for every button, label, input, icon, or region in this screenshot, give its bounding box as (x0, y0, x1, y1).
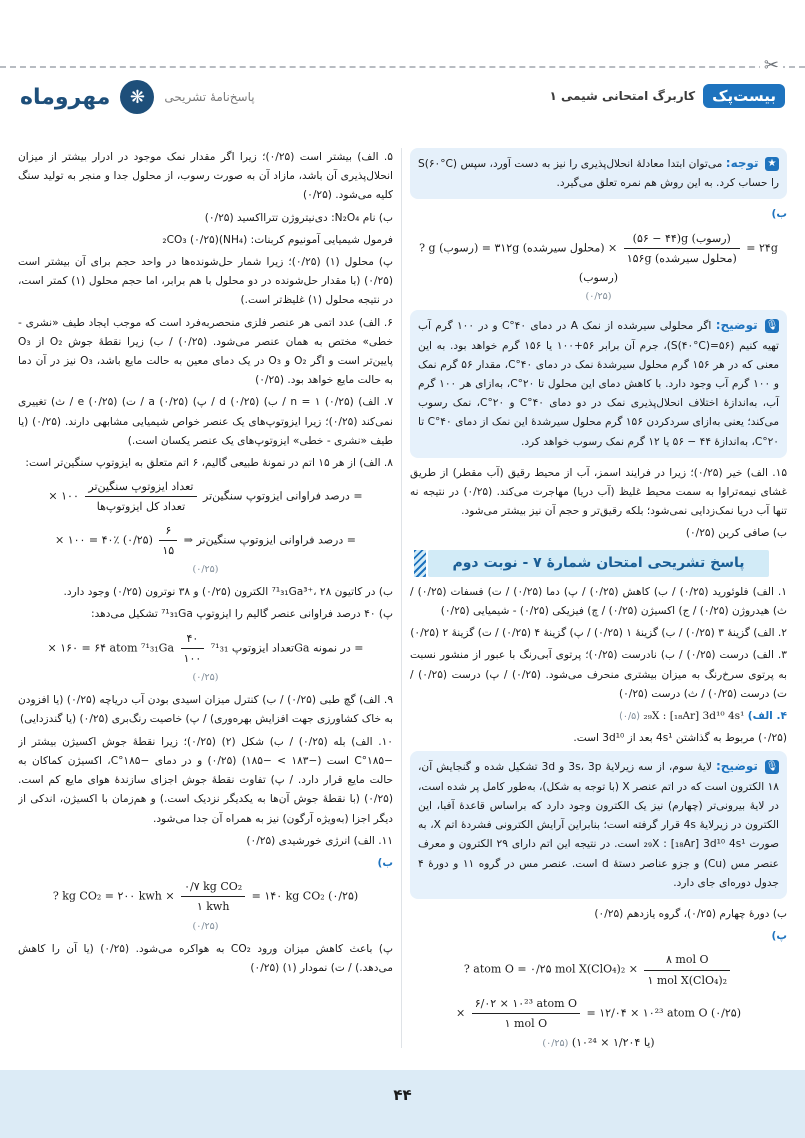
brand-badge: بیست‌پک (703, 84, 785, 108)
fraction (181, 877, 245, 916)
tip-label: توجه: (725, 156, 759, 170)
butterfly-icon: ❋ (120, 80, 154, 114)
formula-result: = ۲۴g (رسوب) (578, 241, 778, 285)
page-footer (0, 1070, 805, 1138)
page-number: ۴۴ (393, 1086, 412, 1104)
explain-box (410, 310, 787, 457)
answer-9: ۹. الف) گچ طبی (۰/۲۵) / ب) کنترل میزان اسیدی بودن آب دریاچه (۰/۲۵) (یا افزودن به خاک کشاورزی جهت افزایش بهره‌وری) / پ) خاصیت رنگ‌بری (۰/۲۵) (یا گندزدایی) (18, 694, 393, 726)
denominator: ۱۰۰ (183, 651, 202, 665)
alt-result: (یا ۱/۲۰۴ × ۱۰²⁴) (571, 1036, 655, 1050)
explain-label: توضیح: (715, 759, 758, 774)
answer-10: ۱۰. الف) بله (۰/۲۵) / ب) شکل (۲) (۰/۲۵)؛ زیرا نقطهٔ جوش اکسیژن بیشتر از −۱۸۵°C است (−۱۸۳ > −۱۸۵) (۰/۲۵) و در دمای −۱۸۵°C، اکسیژن کماکان به حالت مایع قرار دارد. / پ) تفاوت نقطهٔ جوش اجزای سازندهٔ هوای مایع کم است. (۰/۲۵) (با نقطهٔ جوش آن‌ها به یکدیگر نزدیک است.) و هم‌زمان با اکسیژن، اندکی از دیگر اجزا (به‌ویژه آرگون) نیز به همراه آن جدا می‌شود. (18, 735, 393, 825)
formula-lhs: × (456, 1006, 466, 1020)
part-label: ب) (377, 856, 393, 869)
star-icon: ★ (765, 157, 779, 171)
score: (۰/۲۵) (585, 291, 612, 303)
scissors-icon: ✂ (760, 55, 783, 76)
section-title: پاسخ تشریحی امتحان شمارهٔ ۷ - نوبت دوم (428, 550, 769, 577)
formula-lhs: ? kg CO₂ = ۲۰۰ kwh × (52, 889, 175, 903)
answer-4-label: ۴. الف) (747, 710, 787, 723)
explain-label: توضیح: (715, 318, 758, 333)
answer-6: ۶. الف) عدد اتمی هر عنصر فلزی منحصربه‌فرد است که موجب ایجاد طیف «نشری - خطی» مختص به همان عنصر می‌شود. (۰/۲۵) / ب) زیرا نقطهٔ جوش O₂ از O₃ پایین‌تر است و اگر O₂ و O₃ در یک دمای معین به حالت مایع باشد، O₃ نیز در آن دما به حالت مایع خواهد بود. (۰/۲۵) (18, 316, 393, 387)
page-header (20, 84, 785, 120)
explain-box-2 (410, 751, 787, 898)
denominator: ۱۵ (162, 543, 175, 557)
microphone-icon: 🎙 (765, 320, 779, 332)
answer-1: ۱. الف) فلوئورید (۰/۲۵) / ب) کاهش (۰/۲۵) / پ) دما (۰/۲۵) / ت) فسفات (۰/۲۵) / ث) هیدروژن (۰/۲۵) / ج) اکسیژن (۰/۲۵) / چ) فیزیکی (۰/۲۵) - شیمیایی (۰/۲۵) (410, 585, 787, 618)
answer-5-a: ۵. الف) بیشتر است (۰/۲۵)؛ زیرا اگر مقدار نمک موجود در ادرار بیشتر از میزان انحلال‌پذیری آن باشد، مازاد آن به صورت رسوب، از محلول جدا و منجر به تولید سنگ کلیه می‌شود. (۰/۲۵) (18, 151, 393, 202)
formula-abundance-calc (18, 521, 393, 580)
microphone-icon: 🎙 (765, 761, 779, 773)
fraction (159, 521, 177, 560)
formula-oxygen-result (410, 994, 787, 1054)
formula-tail: × ۱۰۰ (48, 489, 79, 503)
answer-5-b2: فرمول شیمیایی آمونیوم کربنات: (NH₄)₂CO₃ (۰/۲۵) (162, 233, 393, 246)
answer-4-note: (۰/۲۵) مربوط به گذاشتن 4s¹ بعد از 3d¹⁰ است. (573, 732, 787, 745)
fraction (85, 477, 196, 516)
tip-text: می‌توان ابتدا معادلهٔ انحلال‌پذیری را نیز به دست آورد، سپس S(۶۰°C) را حساب کرد. به این روش هم نمره تعلق می‌گیرد. (418, 158, 779, 190)
tip-box (410, 148, 787, 199)
formula-lhs: تعداد ایزوتوپ ⁷¹₃₁Ga در نمونه = (210, 641, 364, 655)
numerator: ۶ (159, 521, 177, 541)
answer-8: ۸. الف) از هر ۱۵ اتم در نمونهٔ طبیعی گالیم، ۶ اتم متعلق به ایزوتوپ سنگین‌تر است: (25, 457, 393, 470)
part-label: پ) (771, 930, 787, 943)
denominator: ۱ mol O (504, 1016, 548, 1030)
formula-precipitate (410, 229, 787, 307)
fraction (181, 629, 205, 668)
formula-result: = ۱۴۰ kg CO₂ (۰/۲۵) (251, 889, 359, 903)
formula-lhs: درصد فراوانی ایزوتوپ سنگین‌تر = (203, 489, 363, 503)
answer-4-b: ب) دورهٔ چهارم (۰/۲۵)، گروه یازدهم (۰/۲۵) (594, 907, 787, 920)
score: (۰/۲۵) (192, 920, 219, 932)
answer-8-b: ب) در کاتیون ⁷¹₃₁Ga³⁺، ۲۸ الکترون (۰/۲۵) و ۳۸ نوترون (۰/۲۵) وجود دارد. (63, 586, 393, 599)
fraction (624, 229, 740, 268)
answer-11-p: پ) باعث کاهش میزان ورود CO₂ به هواکره می‌شود. (۰/۲۵) (یا آن را کاهش می‌دهد.) / ت) نمودار (۱) (۰/۲۵) (18, 942, 393, 974)
numerator: ۶/۰۲ × ۱۰²³ atom O (472, 994, 580, 1014)
numerator: ۴۰ (181, 629, 205, 649)
score: (۰/۲۵) (192, 564, 219, 576)
numerator: تعداد ایزوتوپ سنگین‌تر (85, 477, 196, 497)
column-divider (401, 148, 402, 1048)
score: (۰/۲۵) (192, 672, 219, 684)
brand (549, 84, 785, 108)
formula-lhs: ⇒ درصد فراوانی ایزوتوپ سنگین‌تر = (183, 533, 356, 547)
formula-result: = ۱۲/۰۴ × ۱۰²³ atom O (۰/۲۵) (586, 1006, 741, 1020)
formula-lhs: ? atom O = ۰/۲۵ mol X(ClO₄)₂ × (463, 963, 638, 977)
electron-config: ₂₉X : [₁₈Ar] 3d¹⁰ 4s¹ (643, 710, 745, 723)
cut-line (0, 66, 805, 68)
answer-15: ۱۵. الف) خیر (۰/۲۵)؛ زیرا در فرایند اسمز، آب از محیط رقیق (آب مقطر) از طریق غشای نیمه‌تراوا به سمت محیط غلیظ (آب دریا) مهاجرت می‌کند. (۰/۲۵) در نتیجه نه تنها آب دریا نمک‌زدایی نمی‌شود؛ بلکه رقیق‌تر و حجم آن نیز بیشتر می‌شود. (410, 466, 787, 518)
formula-result: × ۱۰۰ = ۴۰٪ (۰/۲۵) (55, 533, 153, 547)
answer-7: ۷. الف) n = ۱ (۰/۲۵) / ب) d (۰/۲۵) / پ) a (۰/۲۵) / ت) e (۰/۲۵) / ث) تغییری نمی‌کند (۰/۲۵)؛ زیرا ایزوتوپ‌های یک عنصر خواص شیمیایی مشابهی دارند. (۰/۲۵) (یا طیف «نشری - خطی» ایزوتوپ‌های یک عنصر یکسان است.) (18, 396, 393, 447)
answer-title: پاسخ‌نامهٔ تشریحی (164, 90, 255, 104)
denominator: ۱ mol X(ClO₄)₂ (647, 973, 728, 987)
right-column (410, 148, 787, 1058)
formula-result: × ۱۶۰ = ۶۴ atom ⁷¹₃₁Ga (47, 641, 175, 655)
explain-text: اگر محلولی سیرشده از نمک A در دمای ۴۰°C و در ۱۰۰ گرم آب تهیه کنیم (S(۴۰°C)=۵۶)، جرم آن برابر ۵۶+۱۰۰ یا ۱۵۶ گرم خواهد بود. به این معنی که در هر ۱۵۶ گرم محلول سیرشدهٔ نمک در دمای ۴۰°C، مقدار ۵۶ گرم نمک و ۱۰۰ گرم آب وجود دارد. با کاهش دمای این محلول تا ۲۰°C، به‌ازای هر ۱۰۰ گرم آب، به‌اندازهٔ اختلاف انحلال‌پذیری نمک در دو دمای ۴۰°C و ۲۰°C، نمک رسوب می‌کند؛ یعنی به‌ازای سردکردن ۱۵۶ گرم محلول سیرشدهٔ این نمک از دمای ۴۰°C تا ۲۰°C، به‌اندازهٔ ۴۴ − ۵۶ یا ۱۲ گرم نمک رسوب خواهد کرد. (418, 320, 779, 448)
part-label: ب) (771, 208, 787, 221)
left-column (18, 148, 393, 1058)
answer-5-p: پ) محلول (۱) (۰/۲۵)؛ زیرا شمار حل‌شونده‌ها در واحد حجم برای آن بیشتر است (۰/۲۵) (با مقدار حل‌شونده در دو محلول با هم برابر، اما حجم محلول (۱) کمتر است، در نتیجه محلول (۱) غلیظ‌تر است.) (18, 256, 393, 307)
denominator: تعداد کل ایزوتوپ‌ها (96, 500, 186, 514)
answer-5-b: ب) نام N₂O₄: دی‌نیتروژن تترااکسید (۰/۲۵) (204, 211, 393, 224)
fraction (472, 994, 580, 1033)
formula-co2 (18, 877, 393, 936)
answer-8-p: پ) ۴۰ درصد فراوانی عنصر گالیم را ایزوتوپ ⁷¹₃₁Ga تشکیل می‌دهد: (91, 608, 393, 621)
brand-subtitle: کاربرگ امتحانی شیمی ۱ (549, 89, 696, 103)
denominator: ۱ kwh (196, 900, 230, 914)
formula-oxygen-atoms (410, 950, 787, 989)
answer-3: ۳. الف) درست (۰/۲۵) / ب) نادرست (۰/۲۵)؛ پرتوی آبی‌رنگ با عبور از منشور نسبت به پرتوی سرخ‌رنگ به میزان بیشتری منحرف می‌شود. (۰/۲۵) / پ) درست (۰/۲۵) / ت) درست (۰/۲۵) / ث) درست (۰/۲۵) (410, 649, 787, 700)
answer-15-b: ب) صافی کربن (۰/۲۵) (685, 527, 787, 540)
explain-text: لایهٔ سوم، از سه زیرلایهٔ 3s، 3p و 3d تشکیل شده و گنجایش آن، ۱۸ الکترون است که در اتم عنصر X (با توجه به شکل)، به‌طور کامل پر شده است، در لایهٔ بیرونی‌تر (چهارم) نیز یک الکترون وجود دارد که براساس قاعدهٔ آفبا، این الکترون در زیرلایهٔ 4s قرار گرفته است؛ بنابراین آرایش الکترونی فشردهٔ اتم X، به صورت ₂₉X : [₁₈Ar] 3d¹⁰ 4s¹ است. در نتیجه این اتم دارای ۲۹ الکترون و معرف عنصر مس (Cu) و جزو عناصر دستهٔ d است. عنصر مس در گروه ۱۱ و دورهٔ ۴ جدول دوره‌ای جای دارد. (418, 761, 780, 889)
answer-2: ۲. الف) گزینهٔ ۳ (۰/۲۵) / ب) گزینهٔ ۱ (۰/۲۵) / پ) گزینهٔ ۴ (۰/۲۵) / ت) گزینهٔ ۲ (۰/۲۵) (410, 627, 787, 640)
numerator: (۵۶ − ۴۴)g (رسوب) (624, 229, 740, 249)
formula-lhs: ? g (رسوب) = ۳۱۲g (محلول سیرشده) × (419, 241, 618, 255)
publisher-logo (20, 80, 255, 114)
numerator: ۸ mol O (644, 950, 730, 970)
answer-11-a: ۱۱. الف) انرژی خورشیدی (۰/۲۵) (246, 834, 393, 847)
score: (۰/۵) (619, 711, 640, 723)
numerator: ۰/۷ kg CO₂ (181, 877, 245, 897)
formula-gallium (18, 629, 393, 688)
logo-text: مهروماه (20, 84, 111, 110)
score: (۰/۲۵) (542, 1038, 569, 1050)
fraction (644, 950, 730, 989)
formula-abundance (18, 477, 393, 516)
denominator: ۱۵۶g (محلول سیرشده) (626, 251, 737, 265)
